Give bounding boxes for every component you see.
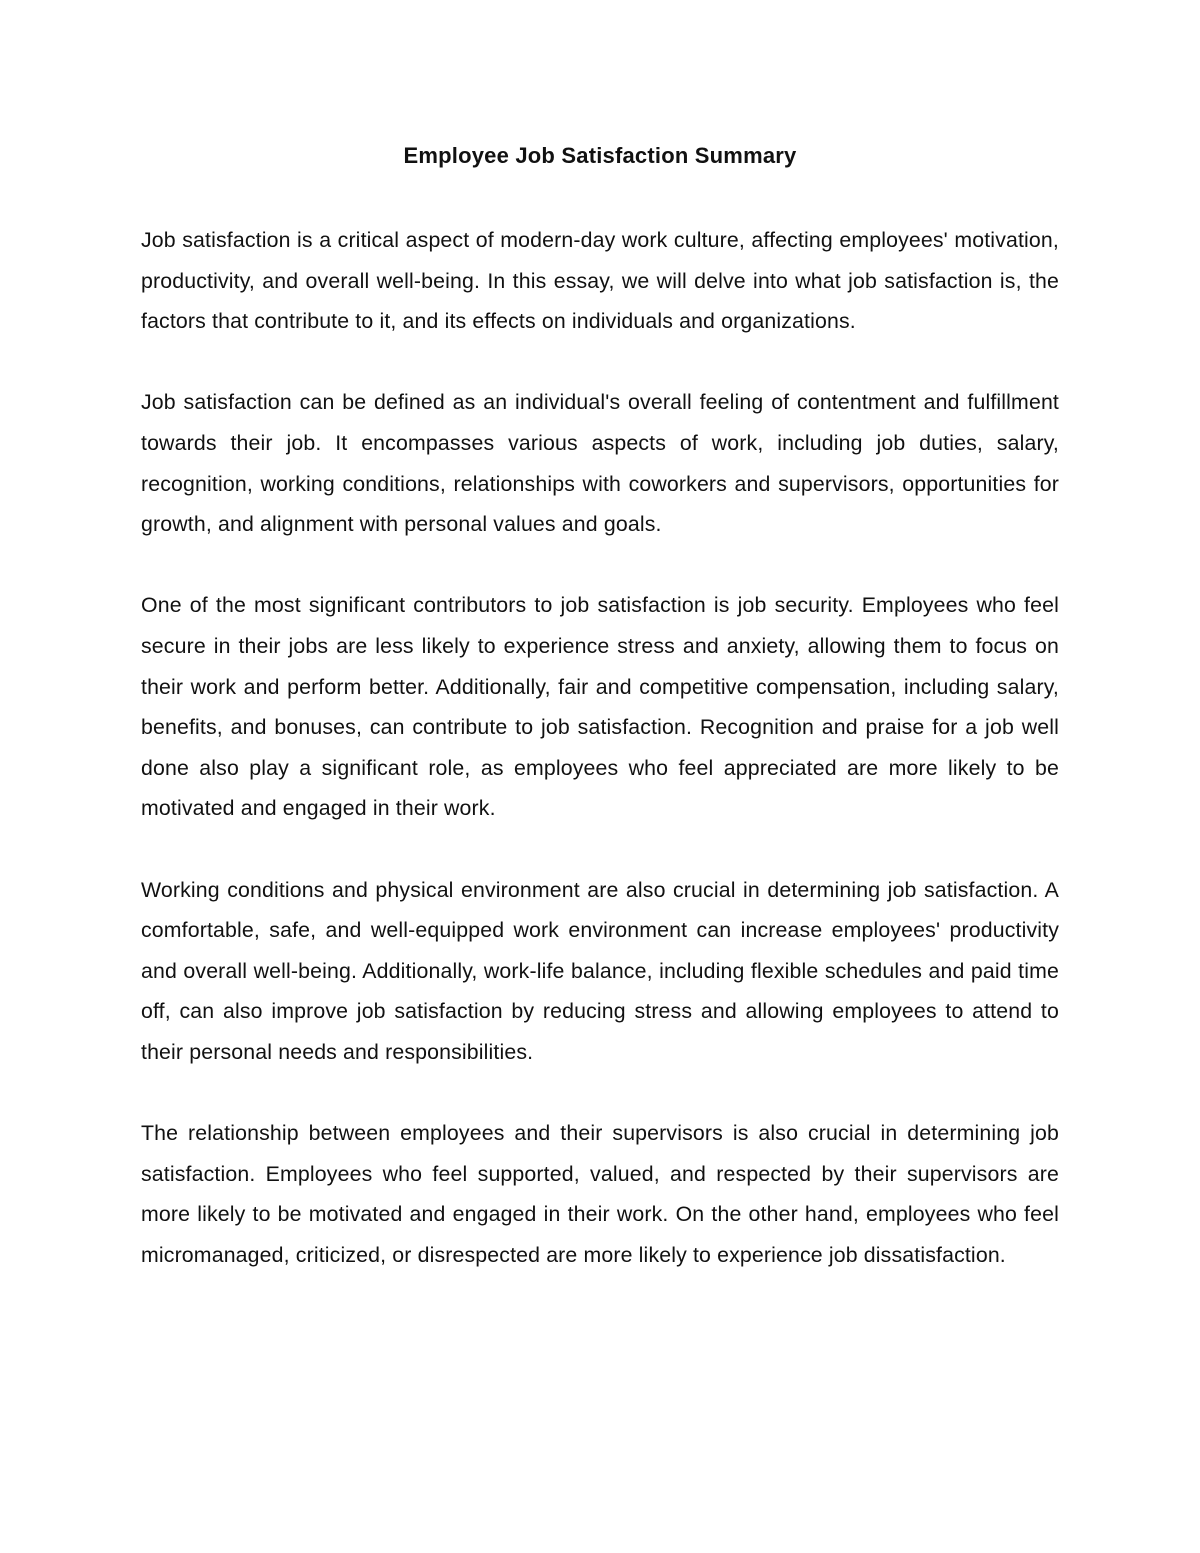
paragraph-working-conditions: Working conditions and physical environment are also crucial in determining job satisfaction. A comfortable, safe, and well-equipped work environment can increase employees' productivity and overall well-being. Additionally, work-life balance, including flexible schedules and paid time off, can also improve job satisfaction by reducing stress and allowing employees to attend to their personal needs and responsibilities. [141, 877, 1059, 1064]
paragraph-supervisor-relationship: The relationship between employees and their supervisors is also crucial in determining job satisfaction. Employees who feel supported, valued, and respected by their supervisors are more likely to be motivated and engaged in their work. On the other hand, employees who feel micromanaged, criticized, or disrespected are more likely to experience job dissatisfaction. [141, 1121, 1059, 1267]
paragraph-definition: Job satisfaction can be defined as an individual's overall feeling of contentment and fulfillment towards their job. It encompasses various aspects of work, including job duties, salary, recognition, working conditions, relationships with coworkers and supervisors, opportunities for growth, and alignment with personal values and goals. [141, 390, 1059, 537]
document-body [141, 140, 1059, 1316]
paragraph-introduction: Job satisfaction is a critical aspect of modern-day work culture, affecting employees' motivation, productivity, and overall well-being. In this essay, we will delve into what job satisfaction is, the factors that contribute to it, and its effects on individuals and organizations. [141, 228, 1059, 334]
document-title: Employee Job Satisfaction Summary [403, 143, 797, 168]
paragraph-contributors: One of the most significant contributors to job satisfaction is job security. Employees who feel secure in their jobs are less likely to experience stress and anxiety, allowing them to focus on their work and perform better. Additionally, fair and competitive compensation, including salary, benefits, and bonuses, can contribute to job satisfaction. Recognition and praise for a job well done also play a significant role, as employees who feel appreciated are more likely to be motivated and engaged in their work. [141, 593, 1059, 821]
